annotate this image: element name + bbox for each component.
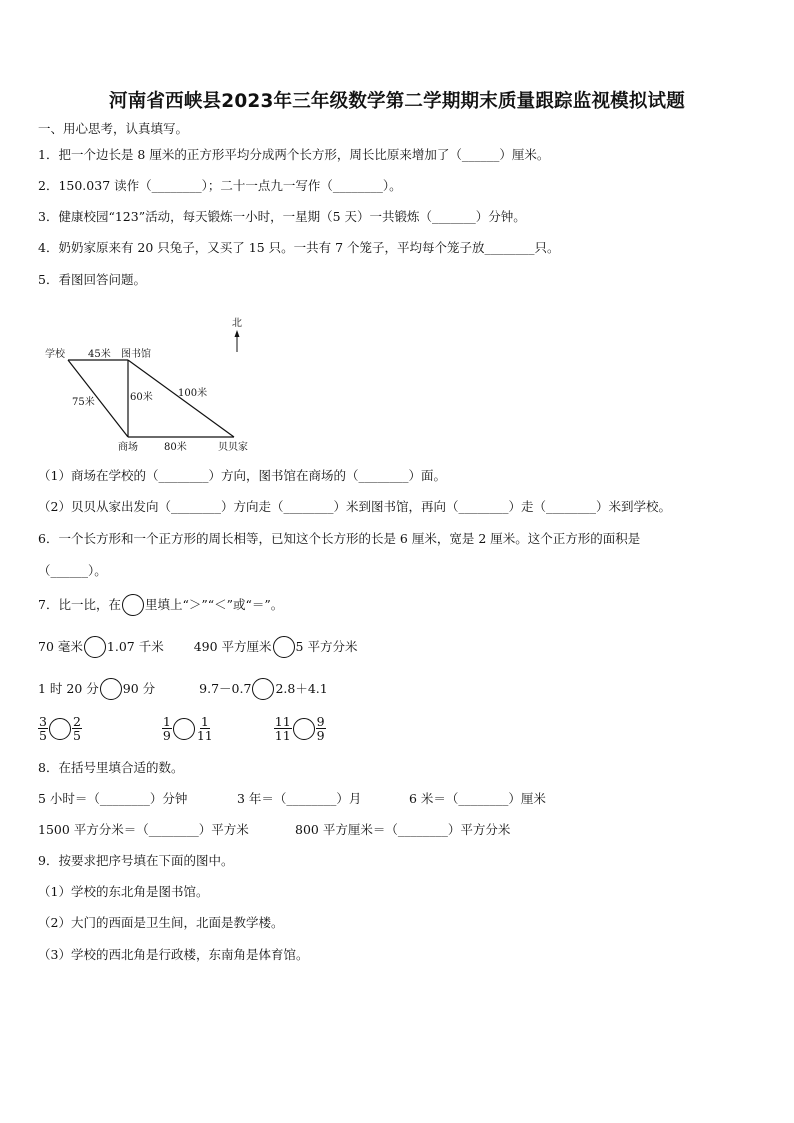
- question-7: [38, 594, 283, 616]
- fraction-denominator: 5: [39, 728, 47, 743]
- compare-1-right: 1.07 千米: [106, 639, 164, 654]
- location-map-diagram: [38, 310, 278, 460]
- school-label: 学校: [45, 349, 65, 360]
- distance-school-mall: 75米: [72, 397, 95, 408]
- question-4: 4．奶奶家原来有 20 只兔子，又买了 15 只。一共有 7 个笼子，平均每个笼子放________只。: [38, 240, 560, 255]
- compare-4-left: 9.7－0.7: [199, 681, 252, 696]
- question-5-1: （1）商场在学校的（________）方向，图书馆在商场的（________）面。: [38, 468, 446, 483]
- compare-row-3: [38, 715, 326, 742]
- question-3: 3．健康校园“123”活动，每天锻炼一小时，一星期（5 天）一共锻炼（_______）分钟。: [38, 209, 526, 224]
- fraction-numerator: 11: [274, 714, 291, 729]
- compare-circle-icon: [122, 594, 144, 616]
- fraction: [196, 715, 214, 742]
- fraction-denominator: 9: [162, 728, 171, 743]
- beibei-home-label: 贝贝家: [218, 442, 248, 453]
- distance-library-mall: 60米: [130, 392, 153, 403]
- fraction-numerator: 9: [316, 714, 325, 729]
- compare-1-left: 70 毫米: [38, 639, 83, 654]
- page-title: 河南省西峡县2023年三年级数学第二学期期末质量跟踪监视模拟试题: [109, 91, 685, 112]
- fraction: [274, 715, 292, 742]
- fraction-numerator: 2: [72, 714, 81, 729]
- question-5-2: （2）贝贝从家出发向（________）方向走（________）米到图书馆，再向（________）走（________）米到学校。: [38, 499, 671, 514]
- fraction-denominator: 11: [274, 728, 291, 743]
- question-9-1: （1）学校的东北角是图书馆。: [38, 884, 209, 899]
- question-8-item-5: 800 平方厘米＝（________）平方分米: [295, 822, 511, 837]
- question-9: 9．按要求把序号填在下面的图中。: [38, 853, 234, 868]
- compare-1-circle-icon[interactable]: [84, 636, 106, 658]
- compare-row-1: [38, 636, 357, 658]
- fraction-numerator: 3: [39, 714, 47, 729]
- compare-7-circle-icon[interactable]: [293, 718, 315, 740]
- library-label: 图书馆: [121, 349, 151, 360]
- compare-3-right: 90 分: [122, 681, 156, 696]
- compare-row-2: [38, 678, 328, 700]
- compare-6-circle-icon[interactable]: [173, 718, 195, 740]
- fraction-denominator: 9: [316, 728, 325, 743]
- compare-4-circle-icon[interactable]: [252, 678, 274, 700]
- compare-3-left: 1 时 20 分: [38, 681, 99, 696]
- question-8-item-2: 3 年＝（________）月: [237, 791, 362, 806]
- distance-mall-beibei: 80米: [164, 442, 187, 453]
- compare-2-left: 490 平方厘米: [193, 639, 272, 654]
- compare-2-right: 5 平方分米: [295, 639, 358, 654]
- question-7-suffix: 里填上“＞”“＜”或“＝”。: [144, 597, 284, 612]
- compare-2-circle-icon[interactable]: [273, 636, 295, 658]
- question-8-item-4: 1500 平方分米＝（________）平方米: [38, 822, 249, 837]
- fraction: [162, 715, 172, 742]
- north-label: 北: [232, 318, 242, 329]
- question-9-2: （2）大门的西面是卫生间，北面是教学楼。: [38, 915, 284, 930]
- question-6-line2: （______）。: [38, 563, 107, 578]
- question-8-item-1: 5 小时＝（________）分钟: [38, 791, 188, 806]
- compare-5-circle-icon[interactable]: [49, 718, 71, 740]
- question-7-prefix: 7．比一比，在: [38, 597, 121, 612]
- question-8-item-3: 6 米＝（________）厘米: [409, 791, 546, 806]
- fraction-denominator: 11: [196, 728, 213, 743]
- compare-3-circle-icon[interactable]: [100, 678, 122, 700]
- fraction: [316, 715, 326, 742]
- compare-4-right: 2.8＋4.1: [275, 681, 328, 696]
- fraction: [38, 715, 48, 742]
- section-heading: 一、用心思考，认真填写。: [38, 121, 189, 136]
- question-2: 2．150.037 读作（________）；二十一点九一写作（________）。: [38, 178, 402, 193]
- mall-label: 商场: [118, 442, 138, 453]
- question-6-line1: 6．一个长方形和一个正方形的周长相等，已知这个长方形的长是 6 厘米，宽是 2 厘米。这个正方形的面积是: [38, 531, 641, 546]
- north-arrow-head: [235, 330, 240, 337]
- question-9-3: （3）学校的西北角是行政楼，东南角是体育馆。: [38, 947, 309, 962]
- fraction-denominator: 5: [72, 728, 81, 743]
- fraction-numerator: 1: [162, 714, 171, 729]
- distance-library-beibei: 100米: [178, 388, 208, 399]
- question-1: 1．把一个边长是 8 厘米的正方形平均分成两个长方形，周长比原来增加了（______）厘米。: [38, 147, 550, 162]
- fraction: [72, 715, 82, 742]
- fraction-numerator: 1: [200, 714, 209, 729]
- question-5: 5．看图回答问题。: [38, 272, 146, 287]
- question-8: 8．在括号里填合适的数。: [38, 760, 184, 775]
- distance-school-library: 45米: [88, 349, 111, 360]
